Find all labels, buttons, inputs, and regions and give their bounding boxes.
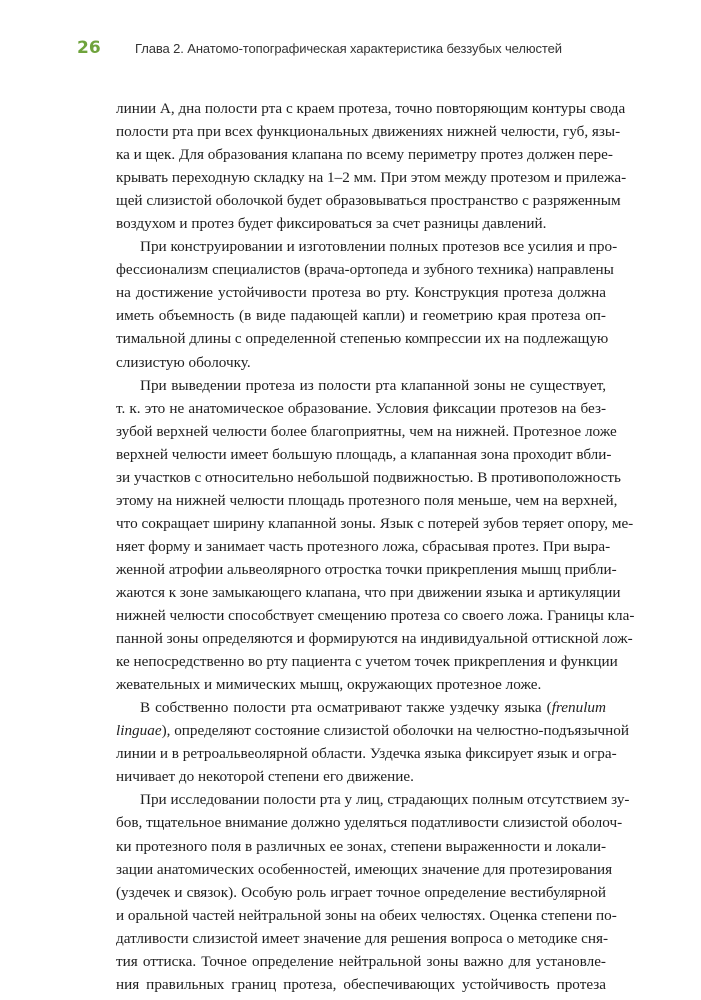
paragraph-2 bbox=[116, 235, 618, 373]
paragraph-1 bbox=[116, 97, 627, 235]
latin-term: frenulum bbox=[551, 699, 606, 717]
text-line: воздухом и протез будет фиксироваться за счет разницы давлений. bbox=[116, 215, 547, 233]
text-line: зубой верхней челюсти более благоприятны, чем на нижней. Протезное ложе bbox=[116, 422, 617, 440]
text-line: ничивает до некоторой степени его движение. bbox=[116, 768, 414, 786]
text-line: ка и щек. Для образования клапана по всему периметру протез должен пере- bbox=[116, 146, 613, 164]
text-line: женной атрофии альвеолярного отростка точки прикрепления мышц прибли- bbox=[116, 560, 617, 578]
text-line: жевательных и мимических мышц, окружающих протезное ложе. bbox=[116, 676, 542, 694]
text-line: зи участков с относительно небольшой подвижностью. В противоположность bbox=[116, 468, 621, 486]
text-line: жаются к зоне замыкающего клапана, что при движении языка и артикуляции bbox=[116, 583, 621, 601]
text-line bbox=[116, 696, 606, 719]
text-line: зации анатомических особенностей, имеющих значение для протезирования bbox=[116, 860, 613, 878]
text-line: слизистую оболочку. bbox=[116, 353, 251, 371]
text-line: нижней челюсти способствует смещению протеза со своего ложа. Границы кла- bbox=[116, 607, 635, 625]
text-line: линии и в ретроальвеолярной области. Уздечка языка фиксирует язык и огра- bbox=[116, 745, 617, 763]
paragraph-4 bbox=[116, 696, 630, 788]
chapter-title: Глава 2. Анатомо-топографическая характеристика беззубых челюстей bbox=[135, 41, 562, 56]
text-line: фессионализм специалистов (врача-ортопеда и зубного техника) направлены bbox=[116, 261, 614, 279]
text-line: панной зоны определяются и формируются на индивидуальной оттискной лож- bbox=[116, 630, 633, 648]
text-line bbox=[116, 719, 630, 742]
paragraph-5 bbox=[116, 788, 630, 995]
text-line: крывать переходную складку на 1–2 мм. При этом между протезом и прилежа- bbox=[116, 169, 627, 187]
text-line: При выведении протеза из полости рта клапанной зоны не существует, bbox=[140, 376, 606, 394]
text-line: полости рта при всех функциональных движениях нижней челюсти, губ, язы- bbox=[116, 123, 621, 141]
body-text bbox=[116, 97, 635, 996]
page-number: 26 bbox=[77, 38, 101, 58]
text-line: датливости слизистой имеет значение для решения вопроса о методике сня- bbox=[116, 929, 609, 947]
text-line: ки протезного поля в различных ее зонах, степени выраженности и локали- bbox=[116, 837, 606, 855]
text-line: тия оттиска. Точное определение нейтральной зоны важно для установле- bbox=[116, 952, 606, 970]
running-header bbox=[77, 38, 637, 68]
text-line: т. к. это не анатомическое образование. Условия фиксации протезов на без- bbox=[116, 399, 606, 417]
text-line: При исследовании полости рта у лиц, страдающих полным отсутствием зу- bbox=[140, 791, 630, 809]
text-segment: ), определяют состояние слизистой оболочки на челюстно-подъязычной bbox=[161, 722, 630, 740]
text-line: верхней челюсти имеет большую площадь, а клапанная зона проходит вбли- bbox=[116, 445, 612, 463]
text-line: (уздечек и связок). Особую роль играет точное определение вестибулярной bbox=[116, 883, 606, 901]
text-line: няет форму и занимает часть протезного ложа, сбрасывая протез. При выра- bbox=[116, 537, 611, 555]
paragraph-3 bbox=[116, 374, 635, 697]
text-line: ния правильных границ протеза, обеспечивающих устойчивость протеза bbox=[116, 975, 606, 993]
text-line: иметь объемность (в виде падающей капли) и геометрию края протеза оп- bbox=[116, 307, 606, 325]
text-line: бов, тщательное внимание должно уделяться податливости слизистой оболоч- bbox=[116, 814, 623, 832]
text-line: щей слизистой оболочкой будет образовываться пространство с разряженным bbox=[116, 192, 621, 210]
text-line: линии А, дна полости рта с краем протеза, точно повторяющим контуры свода bbox=[116, 100, 626, 117]
text-line: этому на нижней челюсти площадь протезного поля меньше, чем на верхней, bbox=[116, 491, 618, 509]
text-line: и оральной частей нейтральной зоны на обеих челюстях. Оценка степени по- bbox=[116, 906, 617, 924]
text-line: на достижение устойчивости протеза во рту. Конструкция протеза должна bbox=[116, 284, 606, 302]
text-line: тимальной длины с определенной степенью компрессии их на подлежащую bbox=[116, 330, 609, 348]
text-line: ке непосредственно во рту пациента с учетом точек прикрепления и функции bbox=[116, 653, 618, 671]
text-line: что сокращает ширину клапанной зоны. Язык с потерей зубов теряет опору, ме- bbox=[116, 514, 634, 532]
text-line: При конструировании и изготовлении полных протезов все усилия и про- bbox=[140, 238, 618, 256]
text-segment: В собственно полости рта осматривают также уздечку языка ( bbox=[140, 699, 552, 717]
latin-term: linguae bbox=[116, 722, 162, 740]
